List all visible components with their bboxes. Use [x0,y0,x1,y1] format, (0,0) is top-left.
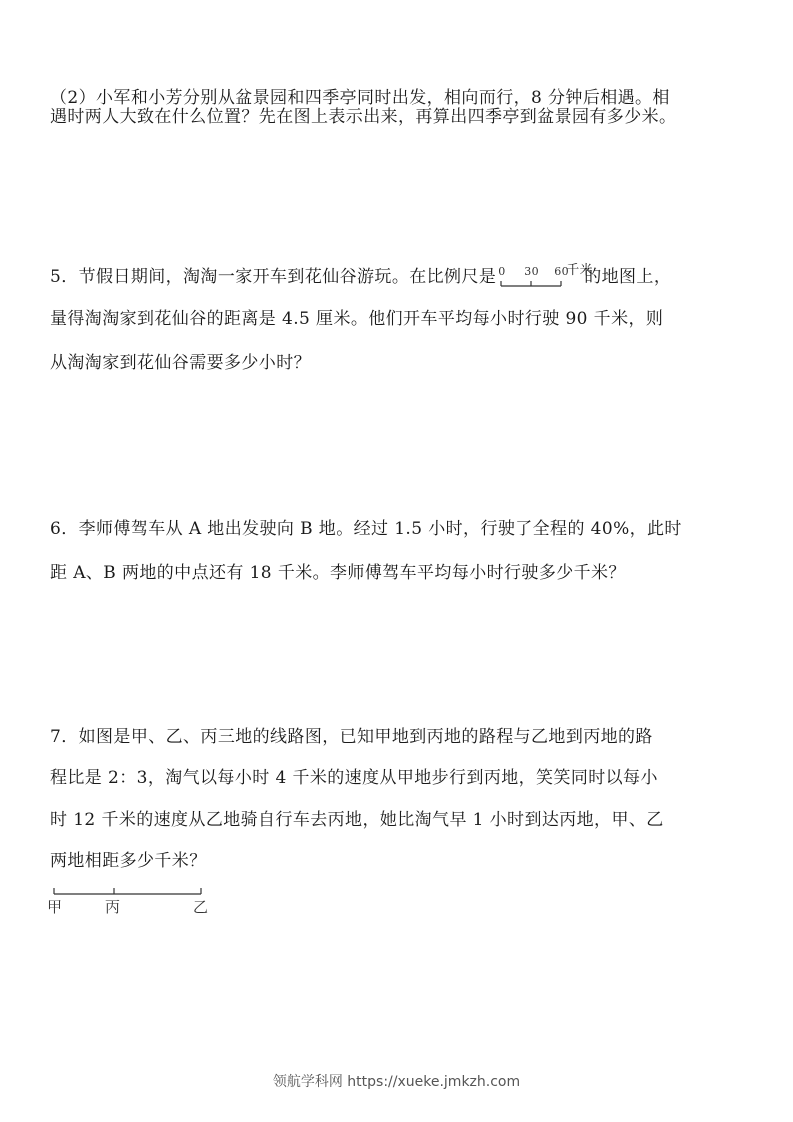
route-label-jia: 甲 [47,898,63,916]
q4-part2-line2: 遇时两人大致在什么位置？先在图上表示出来，再算出四季亭到盆景园有多少米。 [50,107,677,127]
scale-unit-label: 千米 [566,262,594,278]
footer-watermark: 领航学科网 https://xueke.jmkzh.com [272,1074,521,1090]
route-diagram [48,884,208,898]
q7-line1: 7．如图是甲、乙、丙三地的线路图，已知甲地到丙地的路程与乙地到丙地的路 [50,727,653,747]
q4-part2-line1: （2）小军和小芳分别从盆景园和四季亭同时出发，相向而行，8 分钟后相遇。相 [50,88,670,108]
q5-text-after-scale: 的地图上， [584,267,672,287]
q5-line2: 量得淘淘家到花仙谷的距离是 4.5 厘米。他们开车平均每小时行驶 90 千米，则 [50,309,664,329]
scale-mark-30: 30 [524,264,540,278]
q7-line2: 程比是 2：3，淘气以每小时 4 千米的速度从甲地步行到丙地，笑笑同时以每小 [50,768,658,788]
q6-line2: 距 A、B 两地的中点还有 18 千米。李师傅驾车平均每小时行驶多少千米？ [50,563,626,583]
q6-line1: 6．李师傅驾车从 A 地出发驶向 B 地。经过 1.5 小时，行驶了全程的 40%，此时 [50,519,682,539]
scale-mark-60: 60 [554,264,570,278]
scale-mark-0: 0 [498,264,506,278]
q5-line1 [50,262,672,290]
q5-text-before-scale: 5．节假日期间，淘淘一家开车到花仙谷游玩。在比例尺是 [50,267,497,287]
route-label-yi: 乙 [193,898,209,916]
q7-line4: 两地相距多少千米？ [50,851,207,871]
map-scale-bar [498,262,594,290]
q5-line3: 从淘淘家到花仙谷需要多少小时？ [50,353,311,373]
route-label-bing: 丙 [105,898,121,916]
q7-line3: 时 12 千米的速度从乙地骑自行车去丙地，她比淘气早 1 小时到达丙地，甲、乙 [50,810,664,830]
